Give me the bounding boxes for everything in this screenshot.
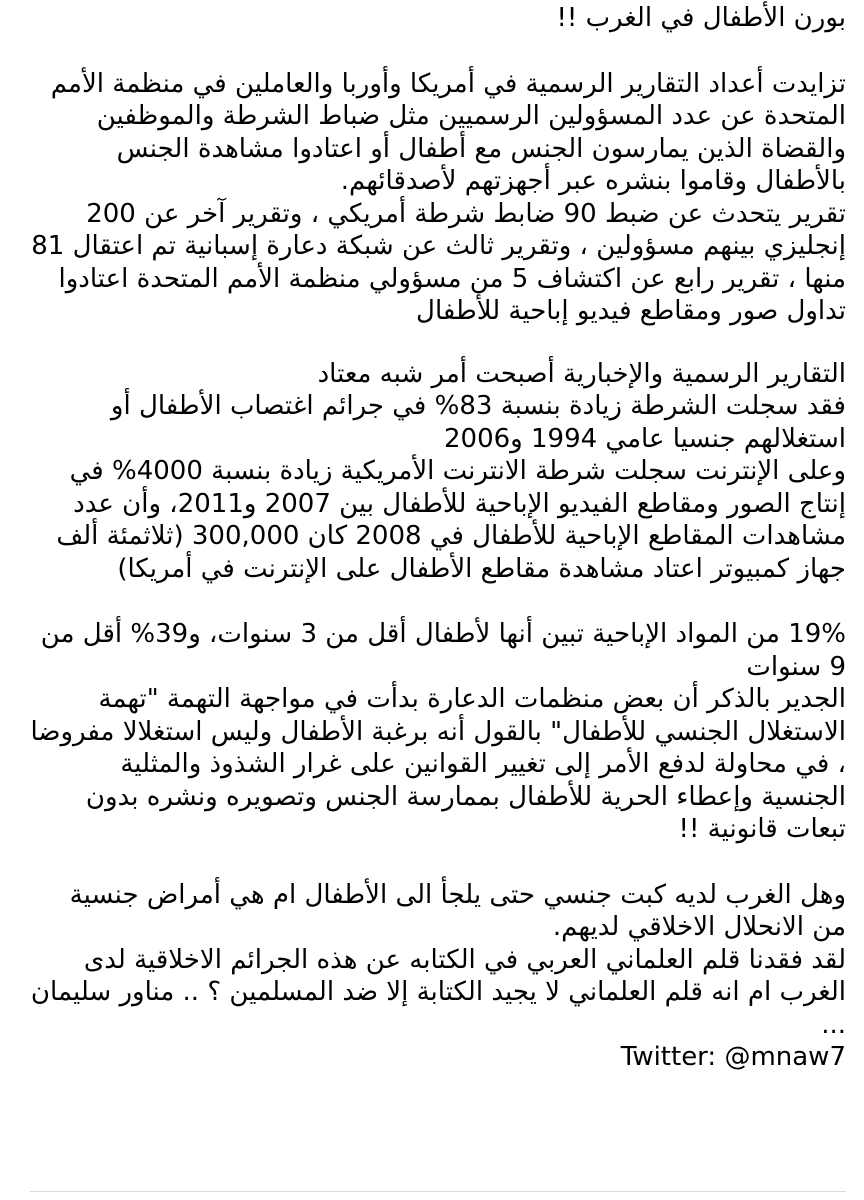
paragraph-reports: تزايدت أعداد التقارير الرسمية في أمريكا وأوربا والعاملين في منظمة الأمم المتحدة عن عدد المسؤولين الرسميين مثل ضباط الشرطة والموظفين والقضاة الذين يمارسون الجنس مع أطفال أو اعتادوا مشاهدة الجنس بالأطفال وقاموا بنشره عبر أجهزتهم لأصدقائهم. تقرير يتحدث عن ضبط 90 ضابط شرطة أمريكي ، وتقرير آخر عن 200 إنجليزي بينهم مسؤولين ، وتقرير ثالث عن شبكة دعارة إسبانية تم اعتقال 81 منها ، تقرير رابع عن اكتشاف 5 من مسؤولي منظمة الأمم المتحدة اعتادوا تداول صور ومقاطع فيديو إباحية للأطفال [31,68,846,326]
paragraph-spacer [30,585,846,618]
post-body [30,0,846,1200]
bottom-divider [30,1191,846,1192]
paragraph-spacer [30,846,846,879]
paragraph-spacer [30,328,846,358]
twitter-handle: Twitter: @mnaw7 [620,1042,846,1072]
paragraph-conclusion: وهل الغرب لديه كبت جنسي حتى يلجأ الى الأطفال ام هي أمراض جنسية من الانحلال الاخلاقي لديهم. لقد فقدنا قلم العلماني العربي في الكتابه عن هذه الجرائم الاخلاقية لدى الغرب ام انه قلم العلماني لا يجيد الكتابة إلا ضد المسلمين ؟ .. مناور سليمان ... [30,879,846,1040]
paragraph-spacer [30,35,846,68]
paragraph-statistics: التقارير الرسمية والإخبارية أصبحت أمر شبه معتاد فقد سجلت الشرطة زيادة بنسبة 83% في جرائم اغتصاب الأطفال أو استغلالهم جنسيا عامي 1994 و2006 وعلى الإنترنت سجلت شرطة الانترنت الأمريكية زيادة بنسبة 4000% في إنتاج الصور ومقاطع الفيديو الإباحية للأطفال بين 2007 و2011، وأن عدد مشاهدات المقاطع الإباحية للأطفال في 2008 كان 300,000 (ثلاثمئة ألف جهاز كمبيوتر اعتاد مشاهدة مقاطع الأطفال على الإنترنت في أمريكا) [56,358,846,584]
paragraph-age-statistics: 19% من المواد الإباحية تبين أنها لأطفال أقل من 3 سنوات، و39% أقل من 9 سنوات الجدير بالذكر أن بعض منظمات الدعارة بدأت في مواجهة التهمة "تهمة الاستغلال الجنسي للأطفال" بالقول أنه برغبة الأطفال وليس استغلالا مفروضا ، في محاولة لدفع الأمر إلى تغيير القوانين على غرار الشذوذ والمثلية الجنسية وإعطاء الحرية للأطفال بممارسة الجنس وتصويره ونشره بدون تبعات قانونية !! [30,619,846,844]
post-title: بورن الأطفال في الغرب !! [556,3,846,33]
